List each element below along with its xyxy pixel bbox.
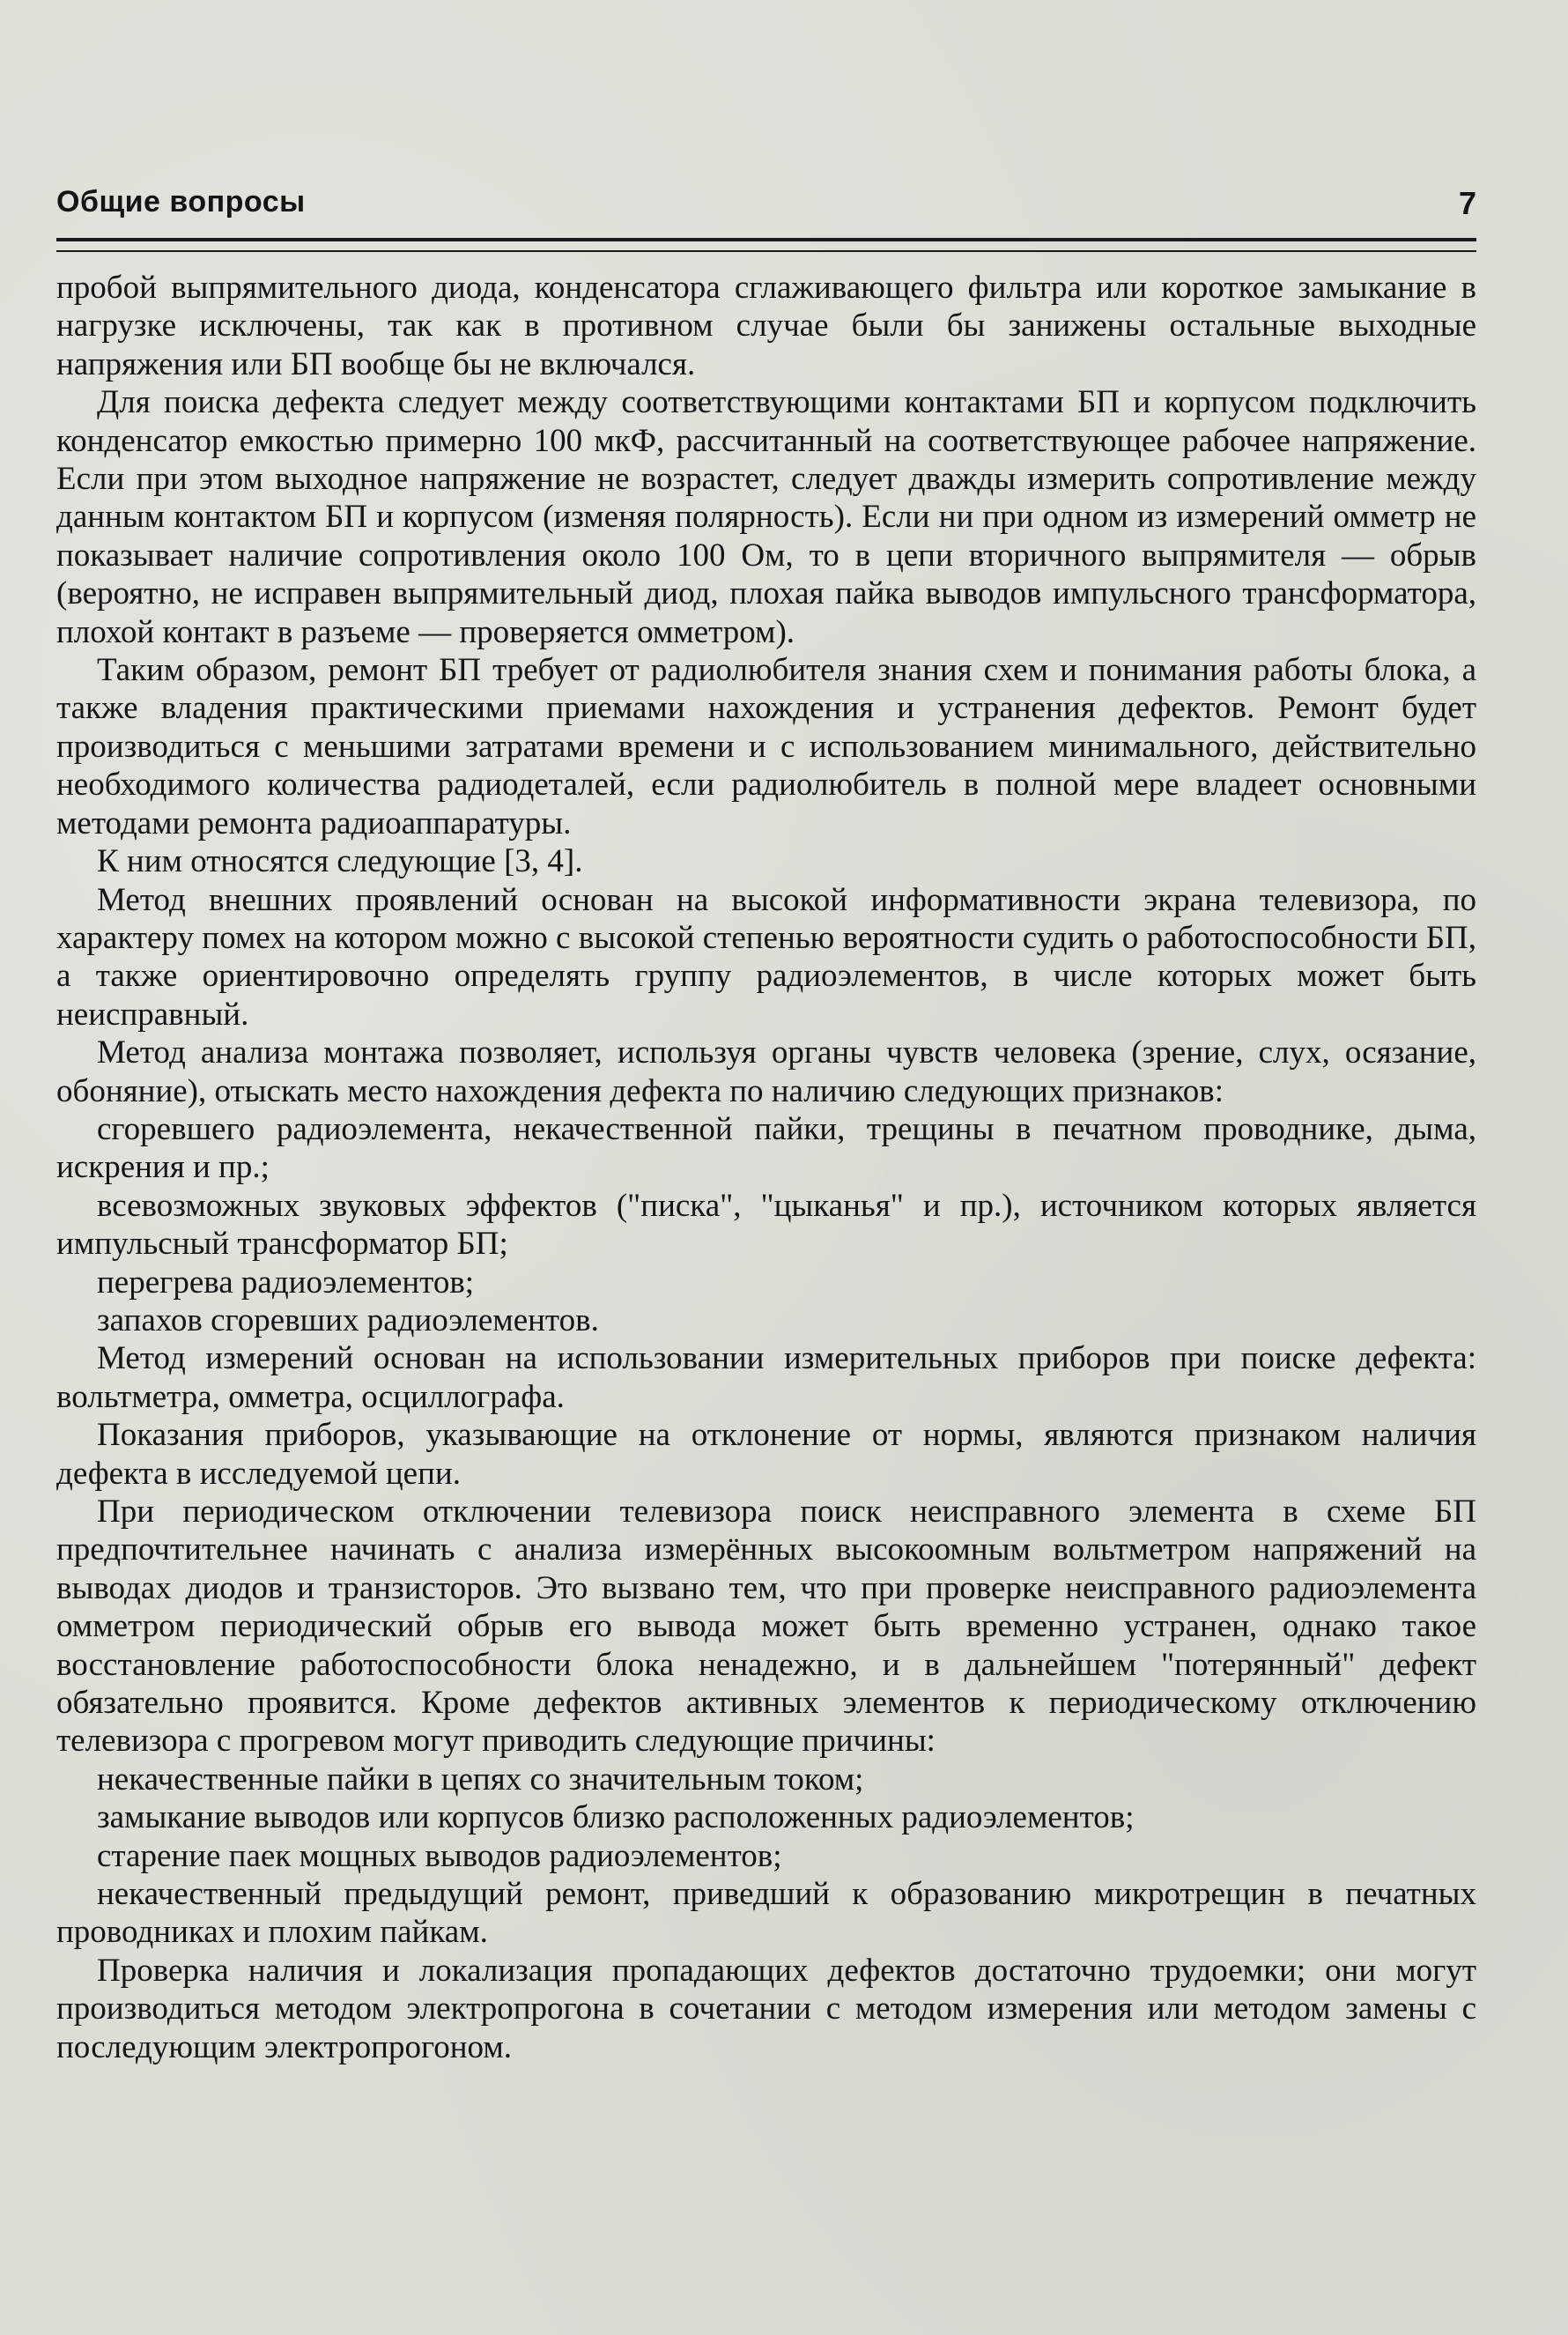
header-rule xyxy=(56,238,1476,252)
page-header xyxy=(56,185,1476,229)
body-text xyxy=(56,269,1476,2066)
list-item: перегрева радиоэлементов; xyxy=(97,1264,475,1301)
list-item: сгоревшего радиоэлемента, некачественной пайки, трещины в печатном проводнике, дыма, искрения и пр.; xyxy=(56,1110,1476,1186)
list-item: некачественный предыдущий ремонт, приведший к образованию микротрещин в печатных проводниках и плохим пайкам. xyxy=(56,1876,1476,1951)
paragraph: Метод внешних проявлений основан на высокой информативности экрана телевизора, по характеру помех на котором можно с высокой степенью вероятности судить о работоспособности БП, а также ориентировочно определять группу радиоэлементов, в числе которых может быть неисправный. xyxy=(56,881,1476,1033)
paragraph: Проверка наличия и локализация пропадающих дефектов достаточно трудоемки; они могут производиться методом электропрогона в сочетании с методом измерения или методом замены с последующим электропрогоном. xyxy=(56,1952,1476,2065)
paragraph: Для поиска дефекта следует между соответствующими контактами БП и корпусом подключить конденсатор емкостью примерно 100 мкФ, рассчитанный на соответствующее рабочее напряжение. Если при этом выходное напряжение не возрастет, следует дважды измерить сопротивление между данным контактом БП и корпусом (изменяя полярность). Если ни при одном из измерений омметр не показывает наличие сопротивления около 100 Ом, то в цепи вторичного выпрямителя — обрыв (вероятно, не исправен выпрямительный диод, плохая пайка выводов импульсного трансформатора, плохой контакт в разъеме — проверяется омметром). xyxy=(56,384,1476,650)
paragraph: Метод анализа монтажа позволяет, используя органы чувств человека (зрение, слух, осязание, обоняние), отыскать место нахождения дефекта по наличию следующих признаков: xyxy=(56,1034,1476,1109)
page-number: 7 xyxy=(1458,185,1476,221)
list-item: некачественные пайки в цепях со значительным током; xyxy=(97,1761,864,1798)
paragraph: Таким образом, ремонт БП требует от радиолюбителя знания схем и понимания работы блока, а также владения практическими приемами нахождения и устранения дефектов. Ремонт будет производиться с меньшими затратами времени и с использованием минимального, действительно необходимого количества радиодеталей, если радиолюбитель в полной мере владеет основными методами ремонта радиоаппаратуры. xyxy=(56,652,1476,841)
list-item: замыкание выводов или корпусов близко расположенных радиоэлементов; xyxy=(97,1799,1135,1836)
list-item: всевозможных звуковых эффектов ("писка", "цыканья" и пр.), источником которых является импульсный трансформатор БП; xyxy=(56,1187,1476,1263)
paragraph: пробой выпрямительного диода, конденсатора сглаживающего фильтра или короткое замыкание в нагрузке исключены, так как в противном случае были бы занижены остальные выходные напряжения или БП вообще бы не включался. xyxy=(56,270,1476,382)
paragraph: Показания приборов, указывающие на отклонение от нормы, являются признаком наличия дефекта в исследуемой цепи. xyxy=(56,1417,1476,1492)
paragraph: К ним относятся следующие [3, 4]. xyxy=(97,843,583,880)
list-item: запахов сгоревших радиоэлементов. xyxy=(97,1301,599,1338)
list-item: старение паек мощных выводов радиоэлементов; xyxy=(97,1837,782,1874)
paragraph: При периодическом отключении телевизора поиск неисправного элемента в схеме БП предпочтительнее начинать с анализа измерённых высокоомным вольтметром напряжений на выводах диодов и транзисторов. Это вызвано тем, что при проверке неисправного радиоэлемента омметром периодический обрыв его вывода может быть временно устранен, однако такое восстановление работоспособности блока ненадежно, и в дальнейшем "потерянный" дефект обязательно проявится. Кроме дефектов активных элементов к периодическому отключению телевизора с прогревом могут приводить следующие причины: xyxy=(56,1494,1476,1760)
paragraph: Метод измерений основан на использовании измерительных приборов при поиске дефекта: вольтметра, омметра, осциллографа. xyxy=(56,1340,1476,1415)
section-title: Общие вопросы xyxy=(56,185,306,219)
